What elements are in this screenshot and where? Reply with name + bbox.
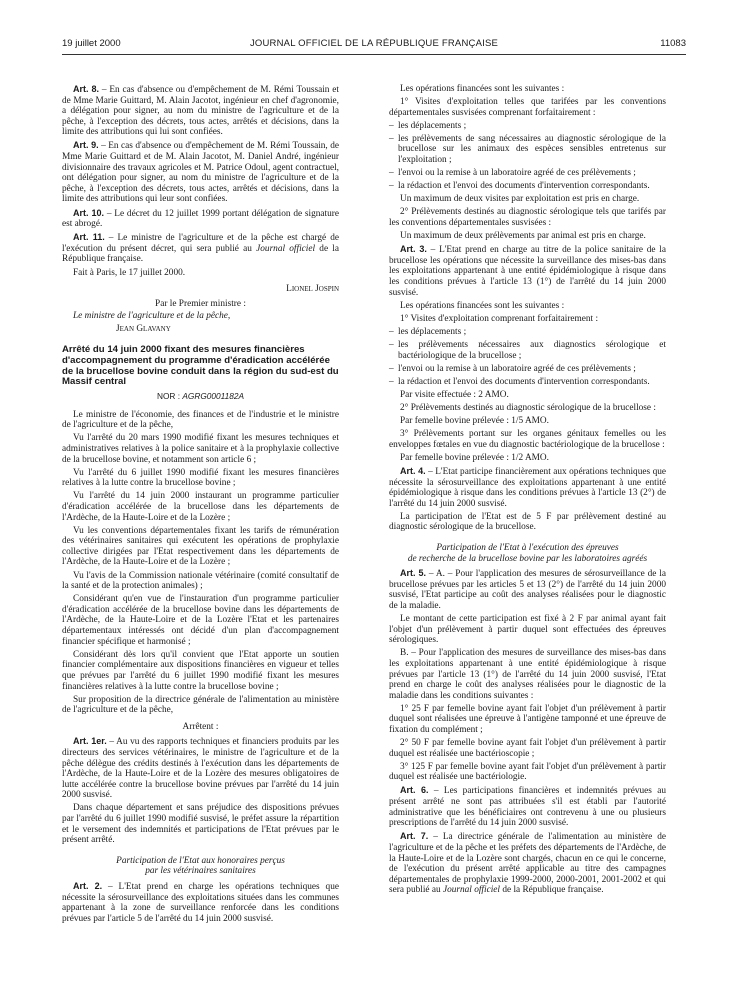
article-10: Art. 10. – Le décret du 12 juillet 1999 portant délégation de signature est abrogé. [62, 207, 339, 230]
paragraph: Considérant dès lors qu'il convient que l'Etat apporte un soutien financier complémentaire aux dispositions financières en vigueur et telles que prévues par l'arrêté du 6 juillet 1990 modifié fixant les mesures financières relatives à la lutte contre la brucellose bovine ; [62, 649, 339, 692]
article-6: Art. 6. – Les participations financières et indemnités prévues au présent arrêté ne sont pas attribuées s'il est établi par l'autorité administrative que les bénéficiaires ont contrevenu à une ou plusieurs prescriptions de l'arrêté du 14 juin 2000 susvisé. [389, 785, 666, 829]
par-premier-ministre: Par le Premier ministre : [155, 298, 246, 309]
paragraph: 3° Prélèvements portant sur les organes génitaux femelles ou les enveloppes fœtales en vue du diagnostic bactériologique de la brucellose : [389, 429, 666, 450]
paragraph: 1° Visites d'exploitation telles que tarifées par les conventions départementales susvisées comprenant forfaitairement : [389, 97, 666, 118]
list-item: – l'envoi ou la remise à un laboratoire agréé de ces prélèvements ; [389, 364, 666, 375]
list-item: – la rédaction et l'envoi des documents d'intervention correspondants. [389, 181, 666, 192]
article-4: Art. 4. – L'Etat participe financièrement aux opérations techniques que nécessite la sérosurveillance des exploitations appartenant à une entité épidémiologique à risque dans les conditions prévues à l'article 13 (2°) de l'arrêté du 14 juin 2000 susvisé. [389, 465, 666, 509]
fait-a-paris: Fait à Paris, le 17 juillet 2000. [73, 267, 186, 278]
paragraph: Dans chaque département et sans préjudice des dispositions prévues par l'arrêté du 6 juillet 1990 modifié susvisé, le préfet assure la répartition et le versement des indemnités et participations de l'Etat prévues par le présent arrêté. [62, 803, 339, 846]
paragraph: Par femelle bovine prélevée : 1/5 AMO. [400, 416, 549, 427]
article-2: Art. 2. – L'Etat prend en charge les opérations techniques que nécessite la sérosurveillance des exploitations situées dans les communes appartenant à la zone de surveillance renforcée dans les conditions prévues par l'article 5 de l'arrêté du 14 juin 2000 susvisé. [62, 881, 339, 924]
paragraph: 2° Prélèvements destinés au diagnostic sérologique tels que tarifés par les conventions départementales susvisées : [389, 207, 666, 229]
article-7: Art. 7. – La directrice générale de l'alimentation au ministère de l'agriculture et de la pêche et les préfets des départements de l'Ardèche, de la Haute-Loire et de la Lozère sont chargés, chacun en ce qui le concerne, de l'exécution du présent arrêté applicable au titre des campagnes départementales de prophylaxie 1999-2000, 2000-2001, 2001-2002 et qui sera publié au Journal officiel de la République française. [389, 831, 666, 896]
paragraph: Sur proposition de la directrice générale de l'alimentation au ministère de l'agriculture et de la pêche, [62, 694, 339, 716]
paragraph: Par visite effectuée : 2 AMO. [400, 389, 509, 400]
nor-reference: NOR : AGRG0001182A [156, 391, 244, 402]
section-heading: Participation de l'Etat à l'exécution des épreuves de recherche de la brucellose bovine par les laboratoires agréés [407, 542, 648, 564]
section-heading: Participation de l'Etat aux honoraires perçus par les vétérinaires sanitaires [116, 855, 285, 877]
paragraph: Le montant de cette participation est fixé à 2 F par animal ayant fait l'objet d'un prélèvement à partir duquel sont effectuées des épreuves sérologiques. [389, 614, 666, 646]
list-item: – les déplacements ; [389, 121, 666, 132]
paragraph: Vu l'arrêté du 20 mars 1990 modifié fixant les mesures techniques et administratives relatives à la police sanitaire et à la prophylaxie collective de la brucellose bovine, et notamment son article 6 ; [62, 433, 339, 465]
minister-title: Le ministre de l'agriculture et de la pêche, [73, 311, 231, 322]
list-item: – la rédaction et l'envoi des documents d'intervention correspondants. [389, 377, 666, 388]
article-9: Art. 9. – En cas d'absence ou d'empêchement de M. Rémi Toussain, de Mme Marie Guittard et de M. Alain Jacotot, M. Daniel André, ingénieur divisionnaire des travaux agricoles et M. Patrice Odoul, agent contractuel, ont délégation pour signer, au nom du ministre de l'agriculture et de la pêche, à l'exception des décrets, tous actes, arrêtés et décisions, dans la limite des attributions qui leur sont confiées. [62, 140, 339, 205]
article-3: Art. 3. – L'Etat prend en charge au titre de la police sanitaire de la brucellose les opérations que nécessite la surveillance des mises-bas dans les exploitations appartenant à une entité épidémiologique à risque dans les conditions prévues à l'article 13 (1°) de l'arrêté du 14 juin 2000 susvisé. [389, 244, 667, 298]
paragraph: Un maximum de deux prélèvements par animal est pris en charge. [400, 231, 646, 242]
paragraph: Vu l'avis de la Commission nationale vétérinaire (comité consultatif de la santé et de la protection animales) ; [62, 570, 339, 592]
arretent-heading: Arrêtent : [182, 721, 219, 732]
paragraph: Un maximum de deux visites par exploitation est pris en charge. [400, 194, 640, 205]
list-item: – l'envoi ou la remise à un laboratoire agréé de ces prélèvements ; [389, 168, 666, 179]
article-5: Art. 5. – A. – Pour l'application des mesures de sérosurveillance de la brucellose prévues par les articles 5 et 13 (2°) de l'arrêté du 14 juin 2000 susvisé, l'Etat participe au coût des analyses réalisées pour le diagnostic de la maladie. [389, 568, 666, 611]
right-column [389, 84, 666, 898]
list-item: – les prélèvements de sang nécessaires au diagnostic sérologique de la brucellose sur les animaux des espèces sensibles entretenus sur l'exploitation ; [389, 134, 666, 166]
list-item: – les prélèvements nécessaires aux diagnostics sérologique et bactériologique de la brucellose ; [389, 340, 666, 361]
page-header [62, 38, 686, 52]
page-number: 11083 [660, 38, 686, 49]
paragraph: 3° 125 F par femelle bovine ayant fait l'objet d'un prélèvement à partir duquel est réalisée une bactériologie. [389, 761, 666, 783]
paragraph: 2° 50 F par femelle bovine ayant fait l'objet d'un prélèvement à partir duquel est réalisée une bactérioscopie ; [389, 738, 666, 759]
list-item: – les déplacements ; [389, 327, 666, 338]
paragraph: Vu les conventions départementales fixant les tarifs de rémunération des vétérinaires sanitaires qui exécutent les opérations de prophylaxie collective dirigées par l'Etat respectivement dans les départements de l'Ardèche, de la Haute-Loire et de la Lozère ; [62, 525, 339, 568]
left-column [62, 84, 339, 927]
paragraph: B. – Pour l'application des mesures de surveillance des mises-bas dans les exploitations appartenant à une entité épidémiologique à risque prévues par l'article 13 (1°) de l'arrêté du 14 juin 2000 susvisé, l'Etat prend en charge le coût des analyses réalisées pour le diagnostic de la maladie dans les conditions suivantes : [389, 648, 666, 701]
paragraph: 1° 25 F par femelle bovine ayant fait l'objet d'un prélèvement à partir duquel sont réalisées une épreuve à l'antigène tamponné et une épreuve de fixation du complément ; [389, 703, 666, 735]
arrete-title: Arrêté du 14 juin 2000 fixant des mesures financières d'accompagnement du programme d'éradication accélérée de la brucellose bovine conduit dans la région du sud-est du Massif central [62, 343, 339, 388]
paragraph: La participation de l'Etat est de 5 F par prélèvement destiné au diagnostic sérologique de la brucellose. [389, 511, 666, 533]
journal-title: JOURNAL OFFICIEL DE LA RÉPUBLIQUE FRANÇAISE [249, 38, 499, 49]
header-date: 19 juillet 2000 [62, 38, 121, 49]
article-8: Art. 8. – En cas d'absence ou d'empêchement de M. Rémi Toussain et de Mme Marie Guittard, M. Alain Jacotot, ingénieur en chef d'agronomie, a délégation pour signer, au nom du ministre de l'agriculture et de la pêche, à l'exception des décrets, tous actes, arrêtés et décisions, dans la limite des attributions qui lui sont confiées. [62, 84, 339, 138]
paragraph: Les opérations financées sont les suivantes : [400, 84, 565, 94]
signatory: Lionel Jospin [286, 284, 339, 295]
paragraph: Vu l'arrêté du 14 juin 2000 instaurant un programme particulier d'éradication accélérée de la brucellose dans les départements de l'Ardèche, de la Haute-Loire et de la Lozère ; [62, 491, 339, 523]
article-1: Art. 1er. – Au vu des rapports techniques et financiers produits par les directeurs des services vétérinaires, le ministre de l'agriculture et de la pêche délègue des crédits destinés à l'exécution dans les départements de l'Ardèche, de la Haute-Loire et de la Lozère des mesures obligatoires de lutte accélérée contre la brucellose bovine prévues par l'arrêté du 14 juin 2000 susvisé. [62, 736, 339, 801]
paragraph: Le ministre de l'économie, des finances et de l'industrie et le ministre de l'agriculture et de la pêche, [62, 409, 339, 431]
paragraph: Vu l'arrêté du 6 juillet 1990 modifié fixant les mesures financières relatives à la lutte contre la brucellose bovine ; [62, 467, 339, 489]
paragraph: 1° Visites d'exploitation comprenant forfaitairement : [400, 313, 599, 324]
article-11: Art. 11. – Le ministre de l'agriculture et de la pêche est chargé de l'exécution du présent décret, qui sera publié au Journal officiel de la République française. [62, 232, 340, 265]
paragraph: Considérant qu'en vue de l'instauration d'un programme particulier d'éradication accélérée de la brucellose bovine dans les départements de l'Ardèche, de la Haute-Loire et de la Lozère l'Etat et les partenaires départementaux intéressés ont décidé d'un plan d'accompagnement financier spécifique et harmonisé ; [62, 594, 339, 647]
paragraph: Par femelle bovine prélevée : 1/2 AMO. [400, 452, 549, 463]
paragraph: Les opérations financées sont les suivantes : [400, 300, 565, 311]
header-rule [62, 54, 686, 55]
paragraph: 2° Prélèvements destinés au diagnostic sérologique de la brucellose : [400, 402, 656, 413]
minister-name: Jean Glavany [116, 324, 171, 335]
